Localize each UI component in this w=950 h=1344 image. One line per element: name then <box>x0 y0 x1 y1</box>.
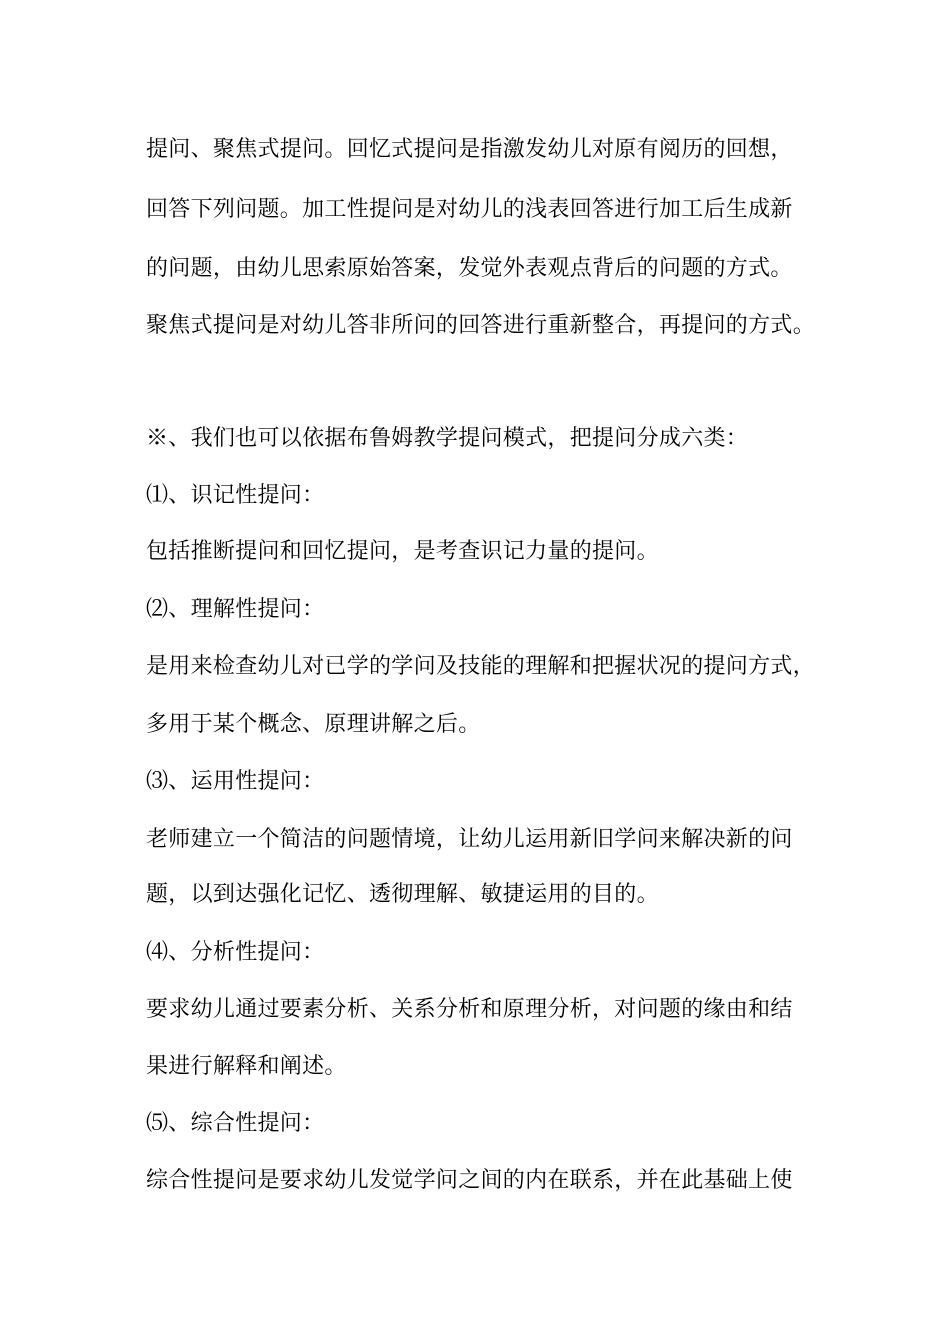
section-heading-analysis: ⑷、分析性提问： <box>146 940 325 965</box>
section-body-line: 是用来检查幼儿对已学的学问及技能的理解和把握状况的提问方式， <box>146 654 816 679</box>
section-heading-recall: ⑴、识记性提问： <box>146 483 325 508</box>
paragraph-line: 回答下列问题。加工性提问是对幼儿的浅表回答进行加工后生成新 <box>146 197 793 222</box>
section-body-line: 题，以到达强化记忆、透彻理解、敏捷运用的目的。 <box>146 882 659 907</box>
section-heading-comprehension: ⑵、理解性提问： <box>146 597 325 622</box>
section-body-line: 老师建立一个简洁的问题情境，让幼儿运用新旧学问来解决新的问 <box>146 827 793 852</box>
section-body-line: 果进行解释和阐述。 <box>146 1054 347 1079</box>
paragraph-line: 聚焦式提问是对幼儿答非所问的回答进行重新整合，再提问的方式。 <box>146 313 816 338</box>
section-body-line: 综合性提问是要求幼儿发觉学问之间的内在联系，并在此基础上使 <box>146 1168 793 1193</box>
paragraph-line: 提问、聚焦式提问。回忆式提问是指激发幼儿对原有阅历的回想， <box>146 137 793 162</box>
section-heading-application: ⑶、运用性提问： <box>146 769 325 794</box>
section-heading-synthesis: ⑸、综合性提问： <box>146 1111 325 1136</box>
section-body-line: 要求幼儿通过要素分析、关系分析和原理分析，对问题的缘由和结 <box>146 997 793 1022</box>
paragraph-line: 的问题，由幼儿思索原始答案，发觉外表观点背后的问题的方式。 <box>146 256 793 281</box>
section-body-line: 多用于某个概念、原理讲解之后。 <box>146 712 481 737</box>
bloom-intro-line: ※、我们也可以依据布鲁姆教学提问模式，把提问分成六类： <box>146 426 749 451</box>
section-body-line: 包括推断提问和回忆提问，是考查识记力量的提问。 <box>146 539 659 564</box>
